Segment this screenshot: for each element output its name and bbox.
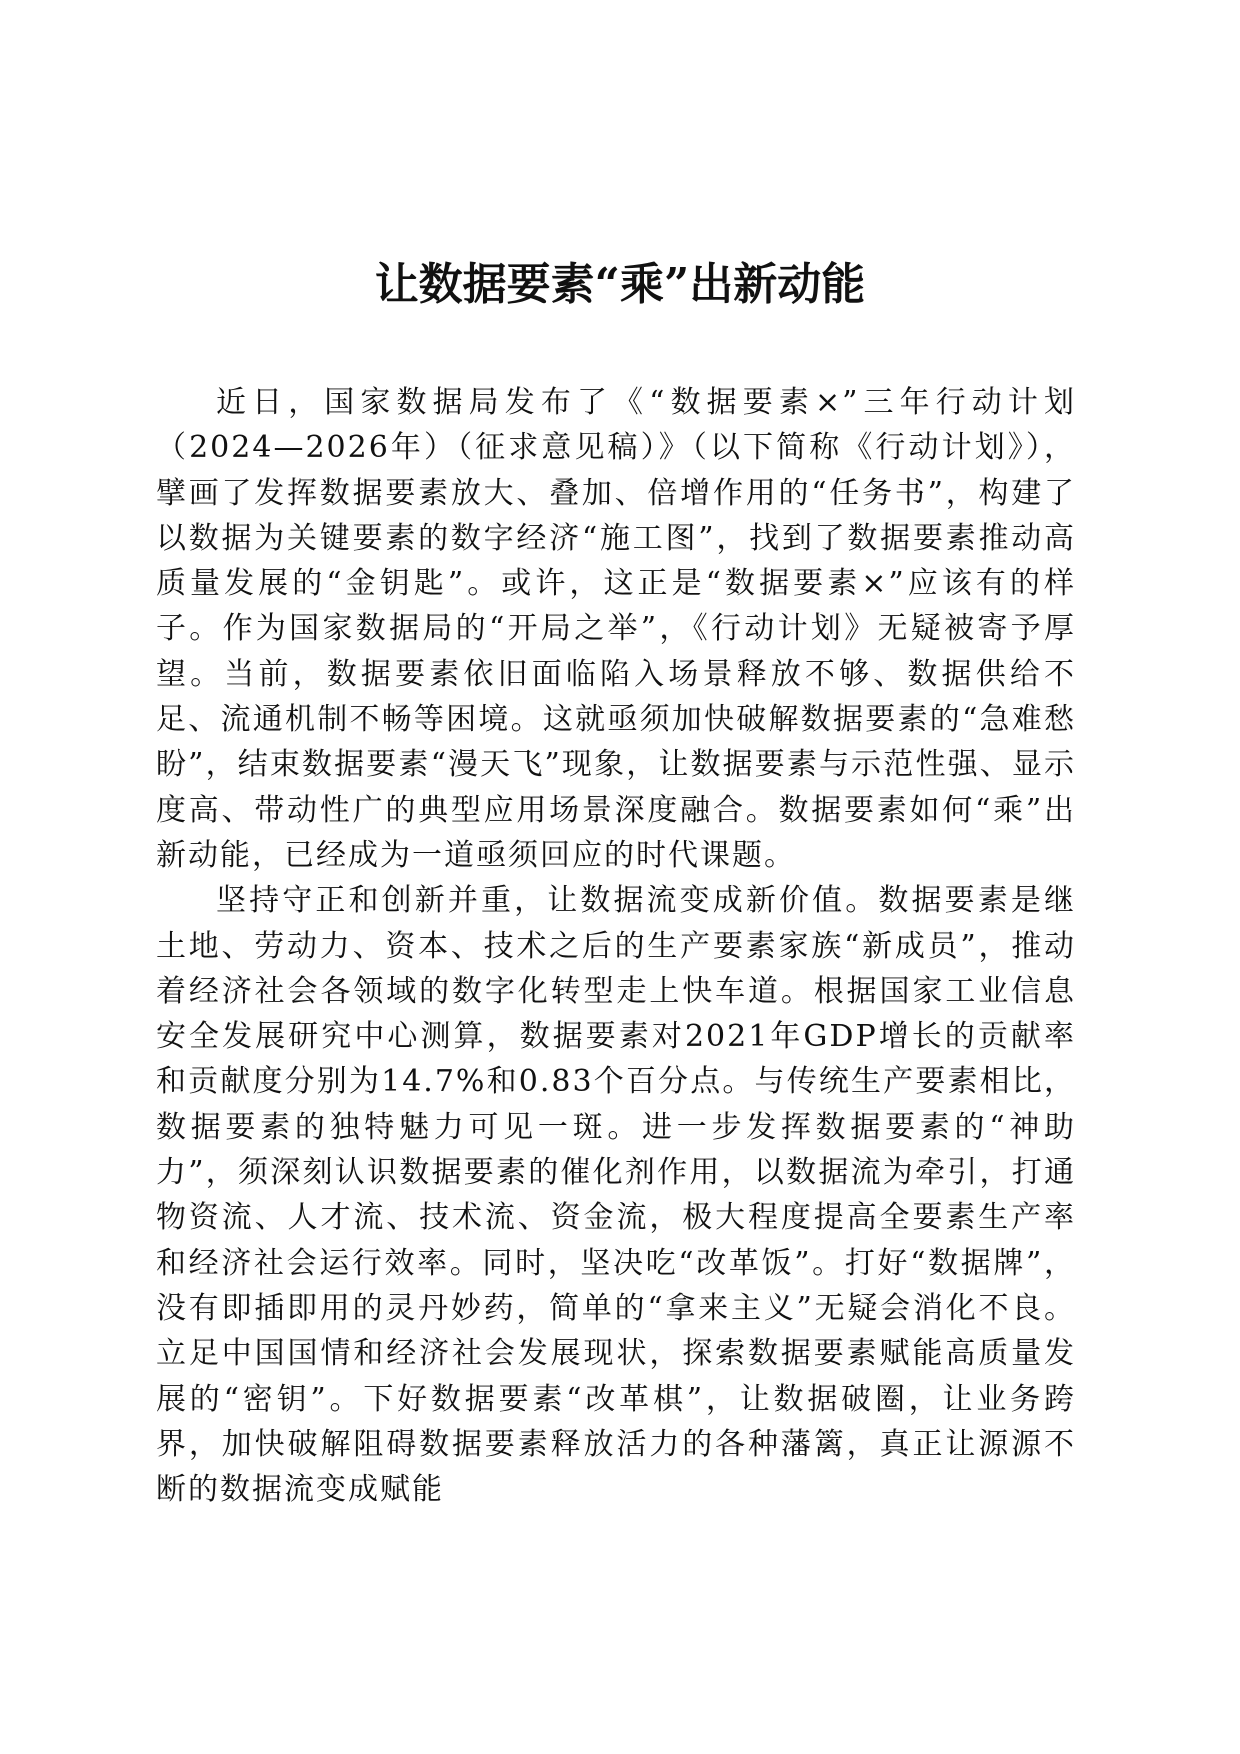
document-title: 让数据要素“乘”出新动能 (374, 259, 866, 310)
document-body (156, 380, 1076, 1512)
paragraph-1: 近日，国家数据局发布了《“数据要素×”三年行动计划（2024—2026年）（征求意见稿）》（以下简称《行动计划》），擘画了发挥数据要素放大、叠加、倍增作用的“任务书”，构建了以数据为关键要素的数字经济“施工图”，找到了数据要素推动高质量发展的“金钥匙”。或许，这正是“数据要素×”应该有的样子。作为国家数据局的“开局之举”，《行动计划》无疑被寄予厚望。当前，数据要素依旧面临陷入场景释放不够、数据供给不足、流通机制不畅等困境。这就亟须加快破解数据要素的“急难愁盼”，结束数据要素“漫天飞”现象，让数据要素与示范性强、显示度高、带动性广的典型应用场景深度融合。数据要素如何“乘”出新动能，已经成为一道亟须回应的时代课题。 (156, 385, 1076, 873)
paragraph-2: 坚持守正和创新并重，让数据流变成新价值。数据要素是继土地、劳动力、资本、技术之后的生产要素家族“新成员”，推动着经济社会各领域的数字化转型走上快车道。根据国家工业信息安全发展研究中心测算，数据要素对2021年GDP增长的贡献率和贡献度分别为14.7%和0.83个百分点。与传统生产要素相比，数据要素的独特魅力可见一斑。进一步发挥数据要素的“神助力”，须深刻认识数据要素的催化剂作用，以数据流为牵引，打通物资流、人才流、技术流、资金流，极大程度提高全要素生产率和经济社会运行效率。同时，坚决吃“改革饭”。打好“数据牌”，没有即插即用的灵丹妙药，简单的“拿来主义”无疑会消化不良。立足中国国情和经济社会发展现状，探索数据要素赋能高质量发展的“密钥”。下好数据要素“改革棋”，让数据破圈，让业务跨界，加快破解阻碍数据要素释放活力的各种藩篱，真正让源源不断的数据流变成赋能 (156, 883, 1076, 1508)
